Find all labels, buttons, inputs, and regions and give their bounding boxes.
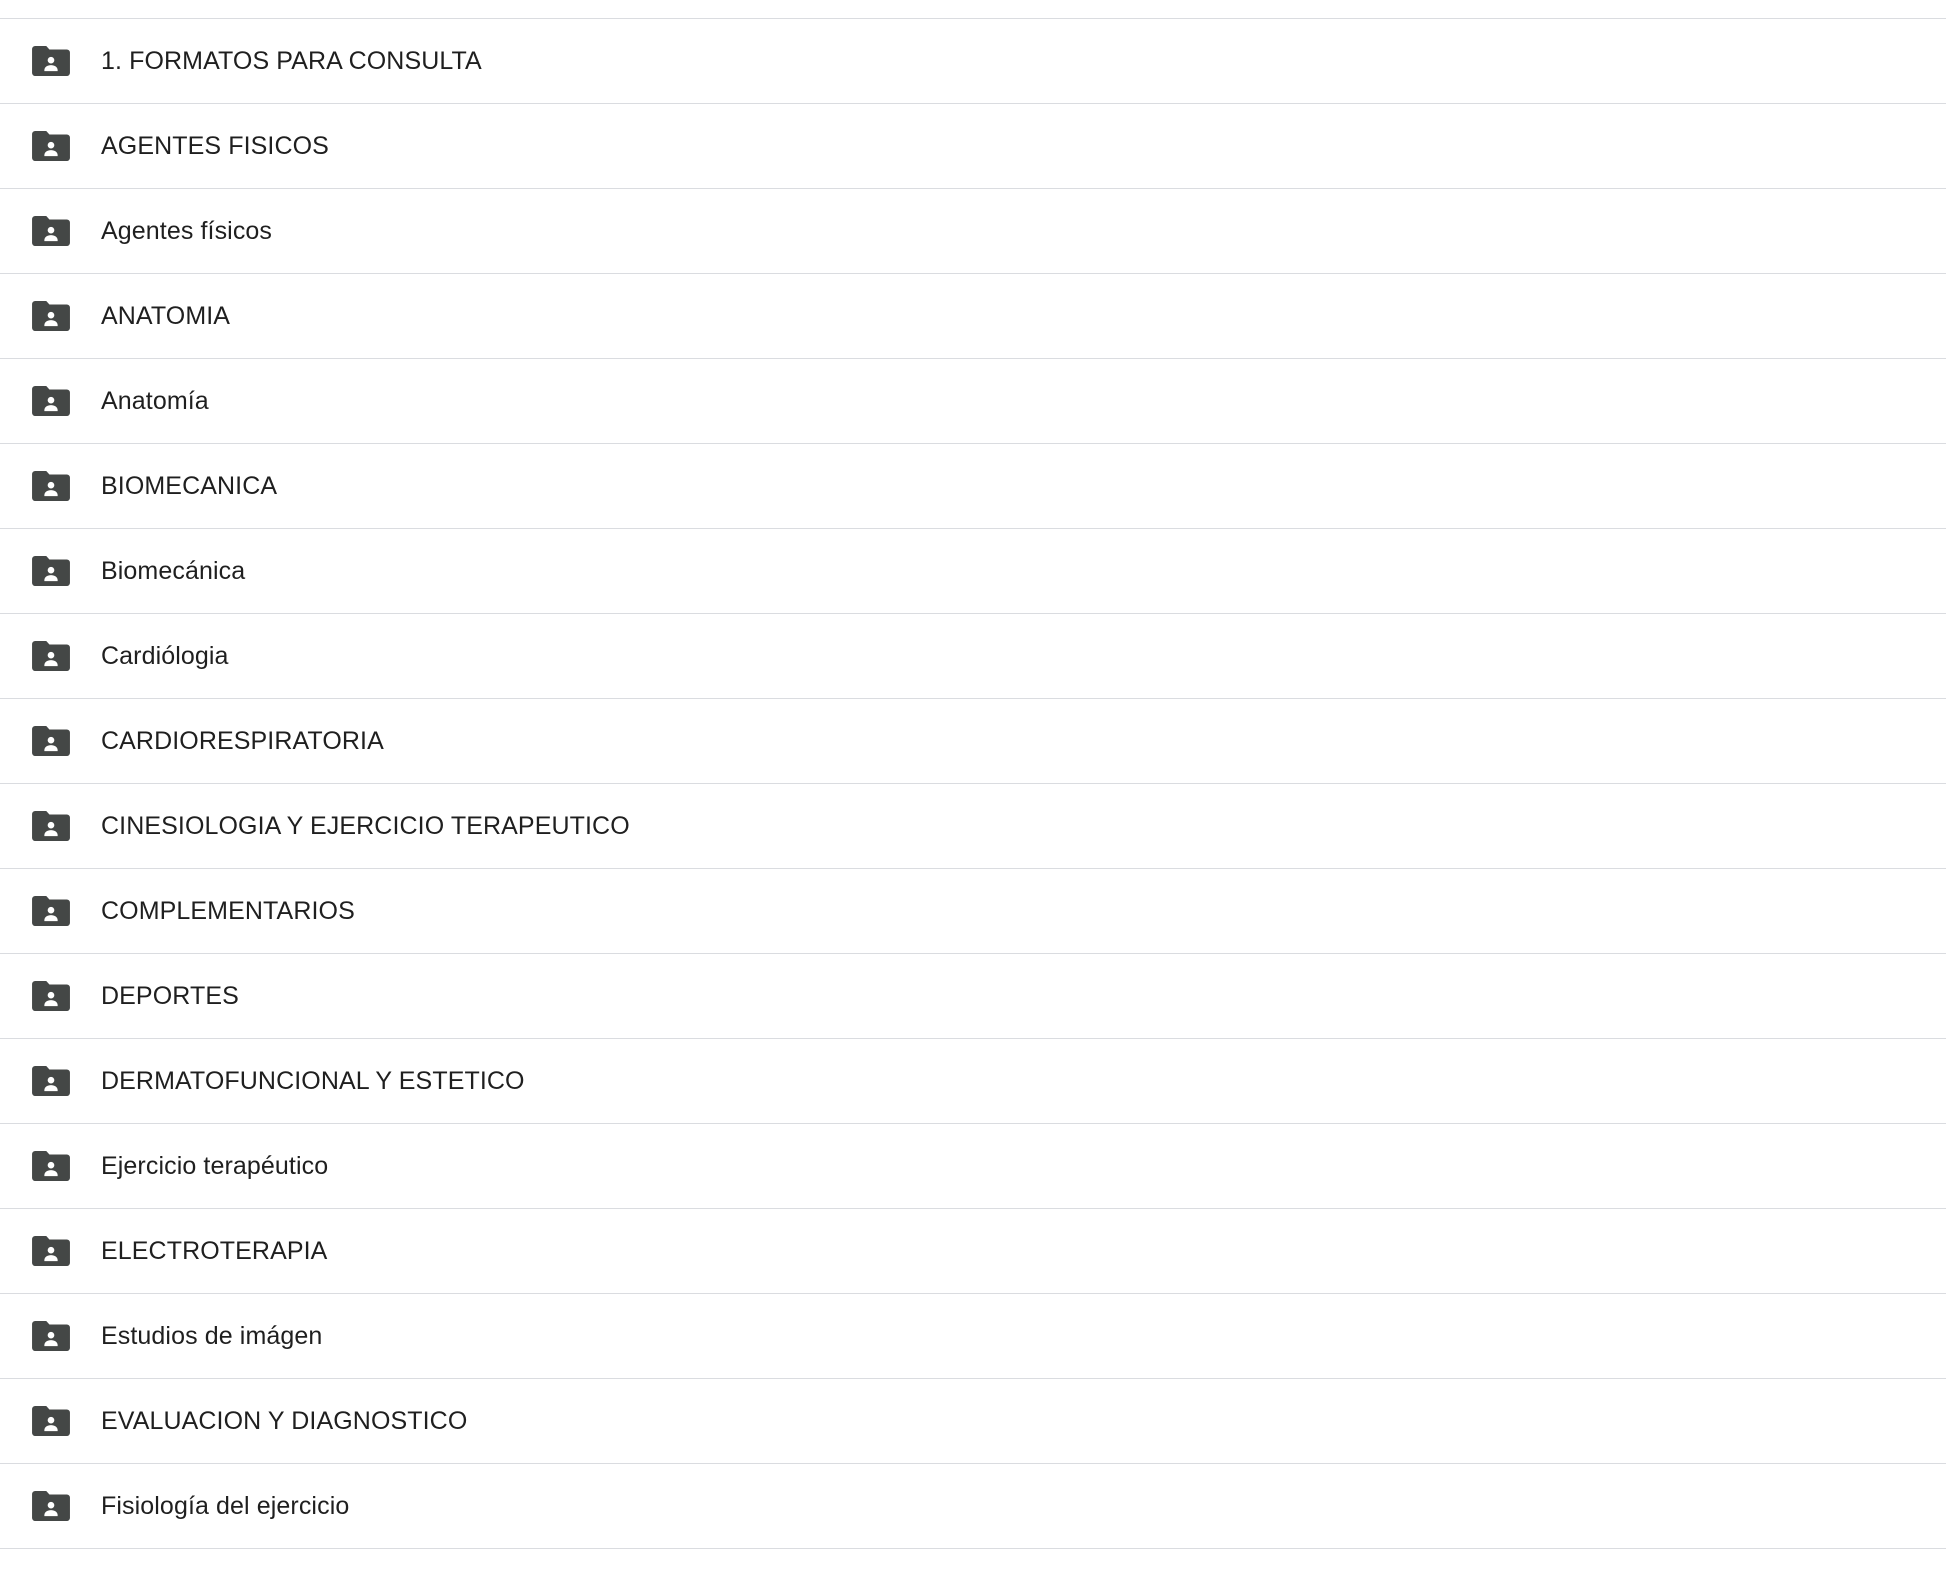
shared-folder-icon (32, 1321, 70, 1351)
folder-row[interactable] (0, 189, 1946, 274)
folder-row[interactable] (0, 359, 1946, 444)
folder-name: DERMATOFUNCIONAL Y ESTETICO (101, 1066, 525, 1095)
folder-name: ELECTROTERAPIA (101, 1236, 328, 1265)
folder-row[interactable] (0, 1294, 1946, 1379)
shared-folder-icon (32, 1066, 70, 1096)
folder-list (0, 18, 1946, 1549)
folder-name: Estudios de imágen (101, 1321, 323, 1350)
folder-row[interactable] (0, 1124, 1946, 1209)
shared-folder-icon (32, 556, 70, 586)
folder-name: AGENTES FISICOS (101, 131, 329, 160)
shared-folder-icon (32, 1151, 70, 1181)
folder-row[interactable] (0, 869, 1946, 954)
folder-name: COMPLEMENTARIOS (101, 896, 355, 925)
folder-name: Ejercicio terapéutico (101, 1151, 329, 1180)
shared-folder-icon (32, 386, 70, 416)
folder-row[interactable] (0, 614, 1946, 699)
folder-row[interactable] (0, 1039, 1946, 1124)
folder-row[interactable] (0, 1379, 1946, 1464)
shared-folder-icon (32, 1491, 70, 1521)
shared-folder-icon (32, 811, 70, 841)
folder-name: EVALUACION Y DIAGNOSTICO (101, 1406, 468, 1435)
folder-name: DEPORTES (101, 981, 239, 1010)
shared-folder-icon (32, 301, 70, 331)
folder-name: Fisiología del ejercicio (101, 1491, 350, 1520)
folder-row[interactable] (0, 784, 1946, 869)
shared-folder-icon (32, 131, 70, 161)
folder-name: 1. FORMATOS PARA CONSULTA (101, 46, 482, 75)
shared-folder-icon (32, 216, 70, 246)
folder-name: Biomecánica (101, 556, 246, 585)
folder-row[interactable] (0, 1209, 1946, 1294)
folder-row[interactable] (0, 1464, 1946, 1549)
shared-folder-icon (32, 1406, 70, 1436)
folder-name: Anatomía (101, 386, 209, 415)
folder-name: CINESIOLOGIA Y EJERCICIO TERAPEUTICO (101, 811, 630, 840)
folder-row[interactable] (0, 529, 1946, 614)
folder-row[interactable] (0, 104, 1946, 189)
folder-name: Agentes físicos (101, 216, 273, 245)
folder-name: CARDIORESPIRATORIA (101, 726, 384, 755)
folder-name: Cardiólogia (101, 641, 229, 670)
shared-folder-icon (32, 641, 70, 671)
shared-folder-icon (32, 726, 70, 756)
shared-folder-icon (32, 896, 70, 926)
shared-folder-icon (32, 981, 70, 1011)
shared-folder-icon (32, 471, 70, 501)
shared-folder-icon (32, 1236, 70, 1266)
folder-row[interactable] (0, 444, 1946, 529)
folder-row[interactable] (0, 274, 1946, 359)
folder-row[interactable] (0, 19, 1946, 104)
folder-row[interactable] (0, 954, 1946, 1039)
shared-folder-icon (32, 46, 70, 76)
folder-row[interactable] (0, 699, 1946, 784)
folder-name: ANATOMIA (101, 301, 231, 330)
folder-name: BIOMECANICA (101, 471, 278, 500)
